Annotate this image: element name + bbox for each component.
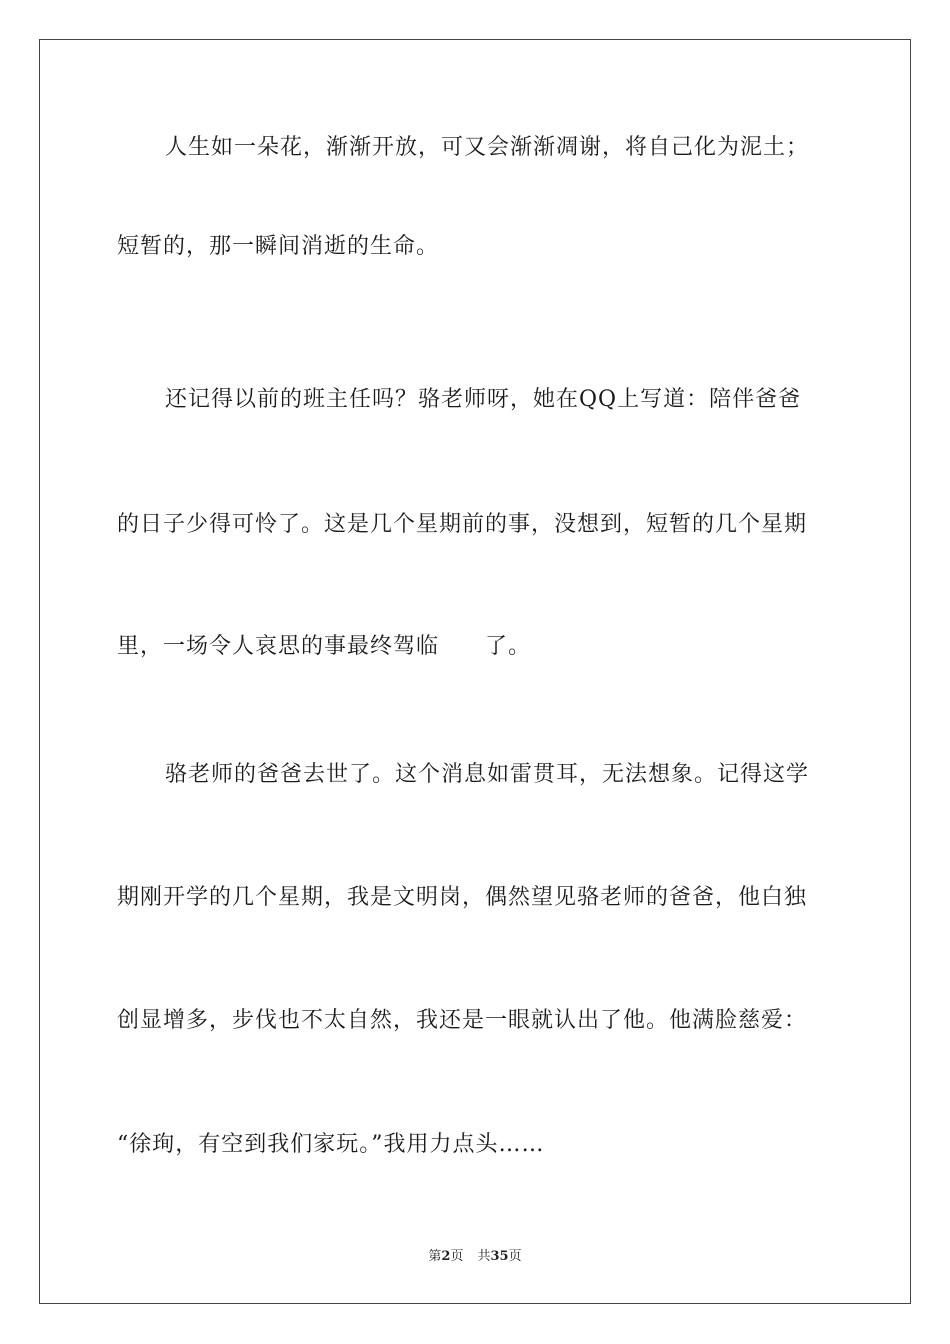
paragraph-2-line-1: 还记得以前的班主任吗？骆老师呀，她在QQ上写道：陪伴爸爸 — [165, 387, 802, 412]
page-number: 2 — [441, 1249, 451, 1264]
page-border — [39, 39, 911, 1304]
total-pages: 35 — [490, 1249, 509, 1264]
page-prefix: 第 — [428, 1249, 442, 1264]
paragraph-2-line-2: 的日子少得可怜了。这是几个星期前的事，没想到，短暂的几个星期 — [117, 512, 808, 537]
paragraph-1-line-1: 人生如一朵花，渐渐开放，可又会渐渐凋谢，将自己化为泥土； — [165, 135, 810, 160]
page-suffix: 页 — [450, 1249, 464, 1264]
page-footer — [0, 1249, 950, 1265]
paragraph-1-line-2: 短暂的，那一瞬间消逝的生命。 — [117, 234, 440, 259]
paragraph-2-line-3: 里，一场令人哀思的事最终驾临 了。 — [117, 634, 532, 659]
paragraph-3-line-2: 期刚开学的几个星期，我是文明岗，偶然望见骆老师的爸爸，他白独 — [117, 885, 808, 910]
paragraph-3-line-1: 骆老师的爸爸去世了。这个消息如雷贯耳，无法想象。记得这学 — [165, 762, 810, 787]
paragraph-3-line-3: 创显增多，步伐也不太自然，我还是一眼就认出了他。他满脸慈爱： — [117, 1008, 808, 1033]
total-prefix: 共 — [477, 1249, 491, 1264]
paragraph-3-line-4: “徐珣，有空到我们家玩。”我用力点头…… — [117, 1132, 545, 1157]
total-suffix: 页 — [508, 1249, 522, 1264]
